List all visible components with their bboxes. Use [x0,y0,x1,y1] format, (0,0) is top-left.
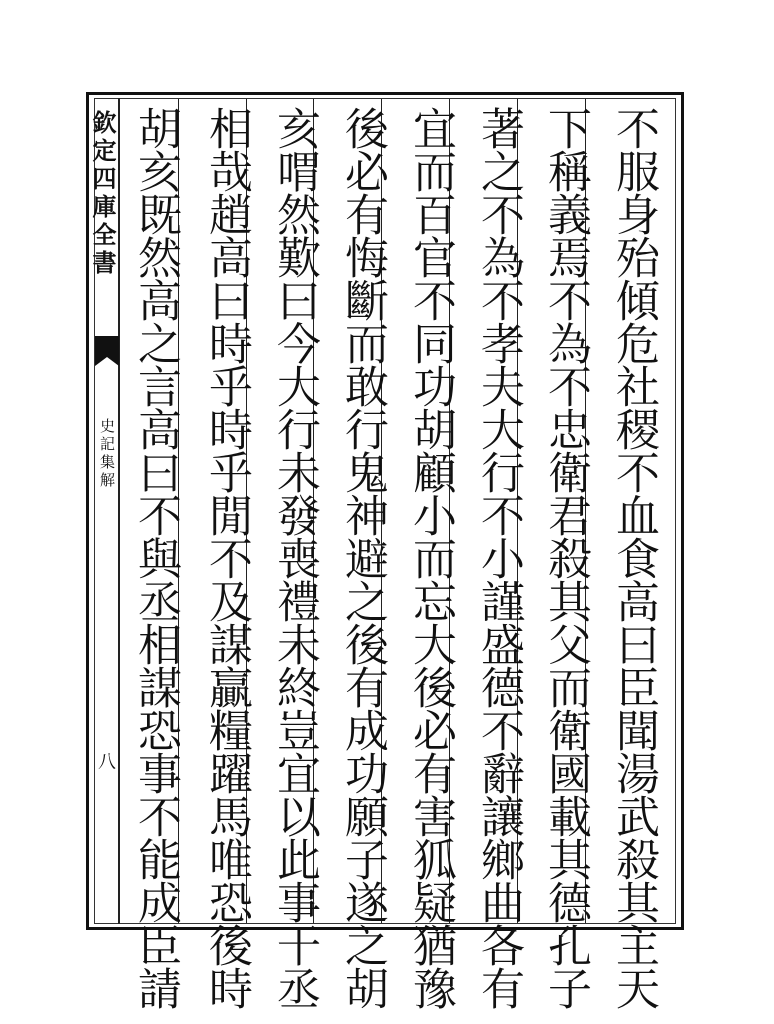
page-number: 八 [95,752,116,770]
text-column-4: 宜而百官不同功胡顧小而忘大後必有害狐疑猶豫 [405,106,456,1009]
text-column-8: 胡亥既然高之言高曰不與丞相謀恐事不能成臣請 [130,106,181,1009]
text-column-2: 下稱義焉不為不忠衛君殺其父而衛國載其德孔子 [540,106,591,1009]
work-title: 史記集解 [98,418,116,490]
text-column-1: 不服身殆傾危社稷不血食高曰臣聞湯武殺其主天 [608,106,659,1009]
text-column-5: 後必有悔斷而敢行鬼神避之後有成功願子遂之胡 [337,106,388,1009]
text-column-6: 亥喟然歎曰今大行未發喪禮未終豈宜以此事干丞 [269,106,320,1009]
text-column-3: 著之不為不孝夫大行不小謹盛德不辭讓鄉曲各有 [473,106,524,1009]
book-title: 欽定四庫全書 [88,110,116,278]
text-column-7: 相哉趙高曰時乎時乎閒不及謀贏糧躍馬唯恐後時 [201,106,252,1009]
